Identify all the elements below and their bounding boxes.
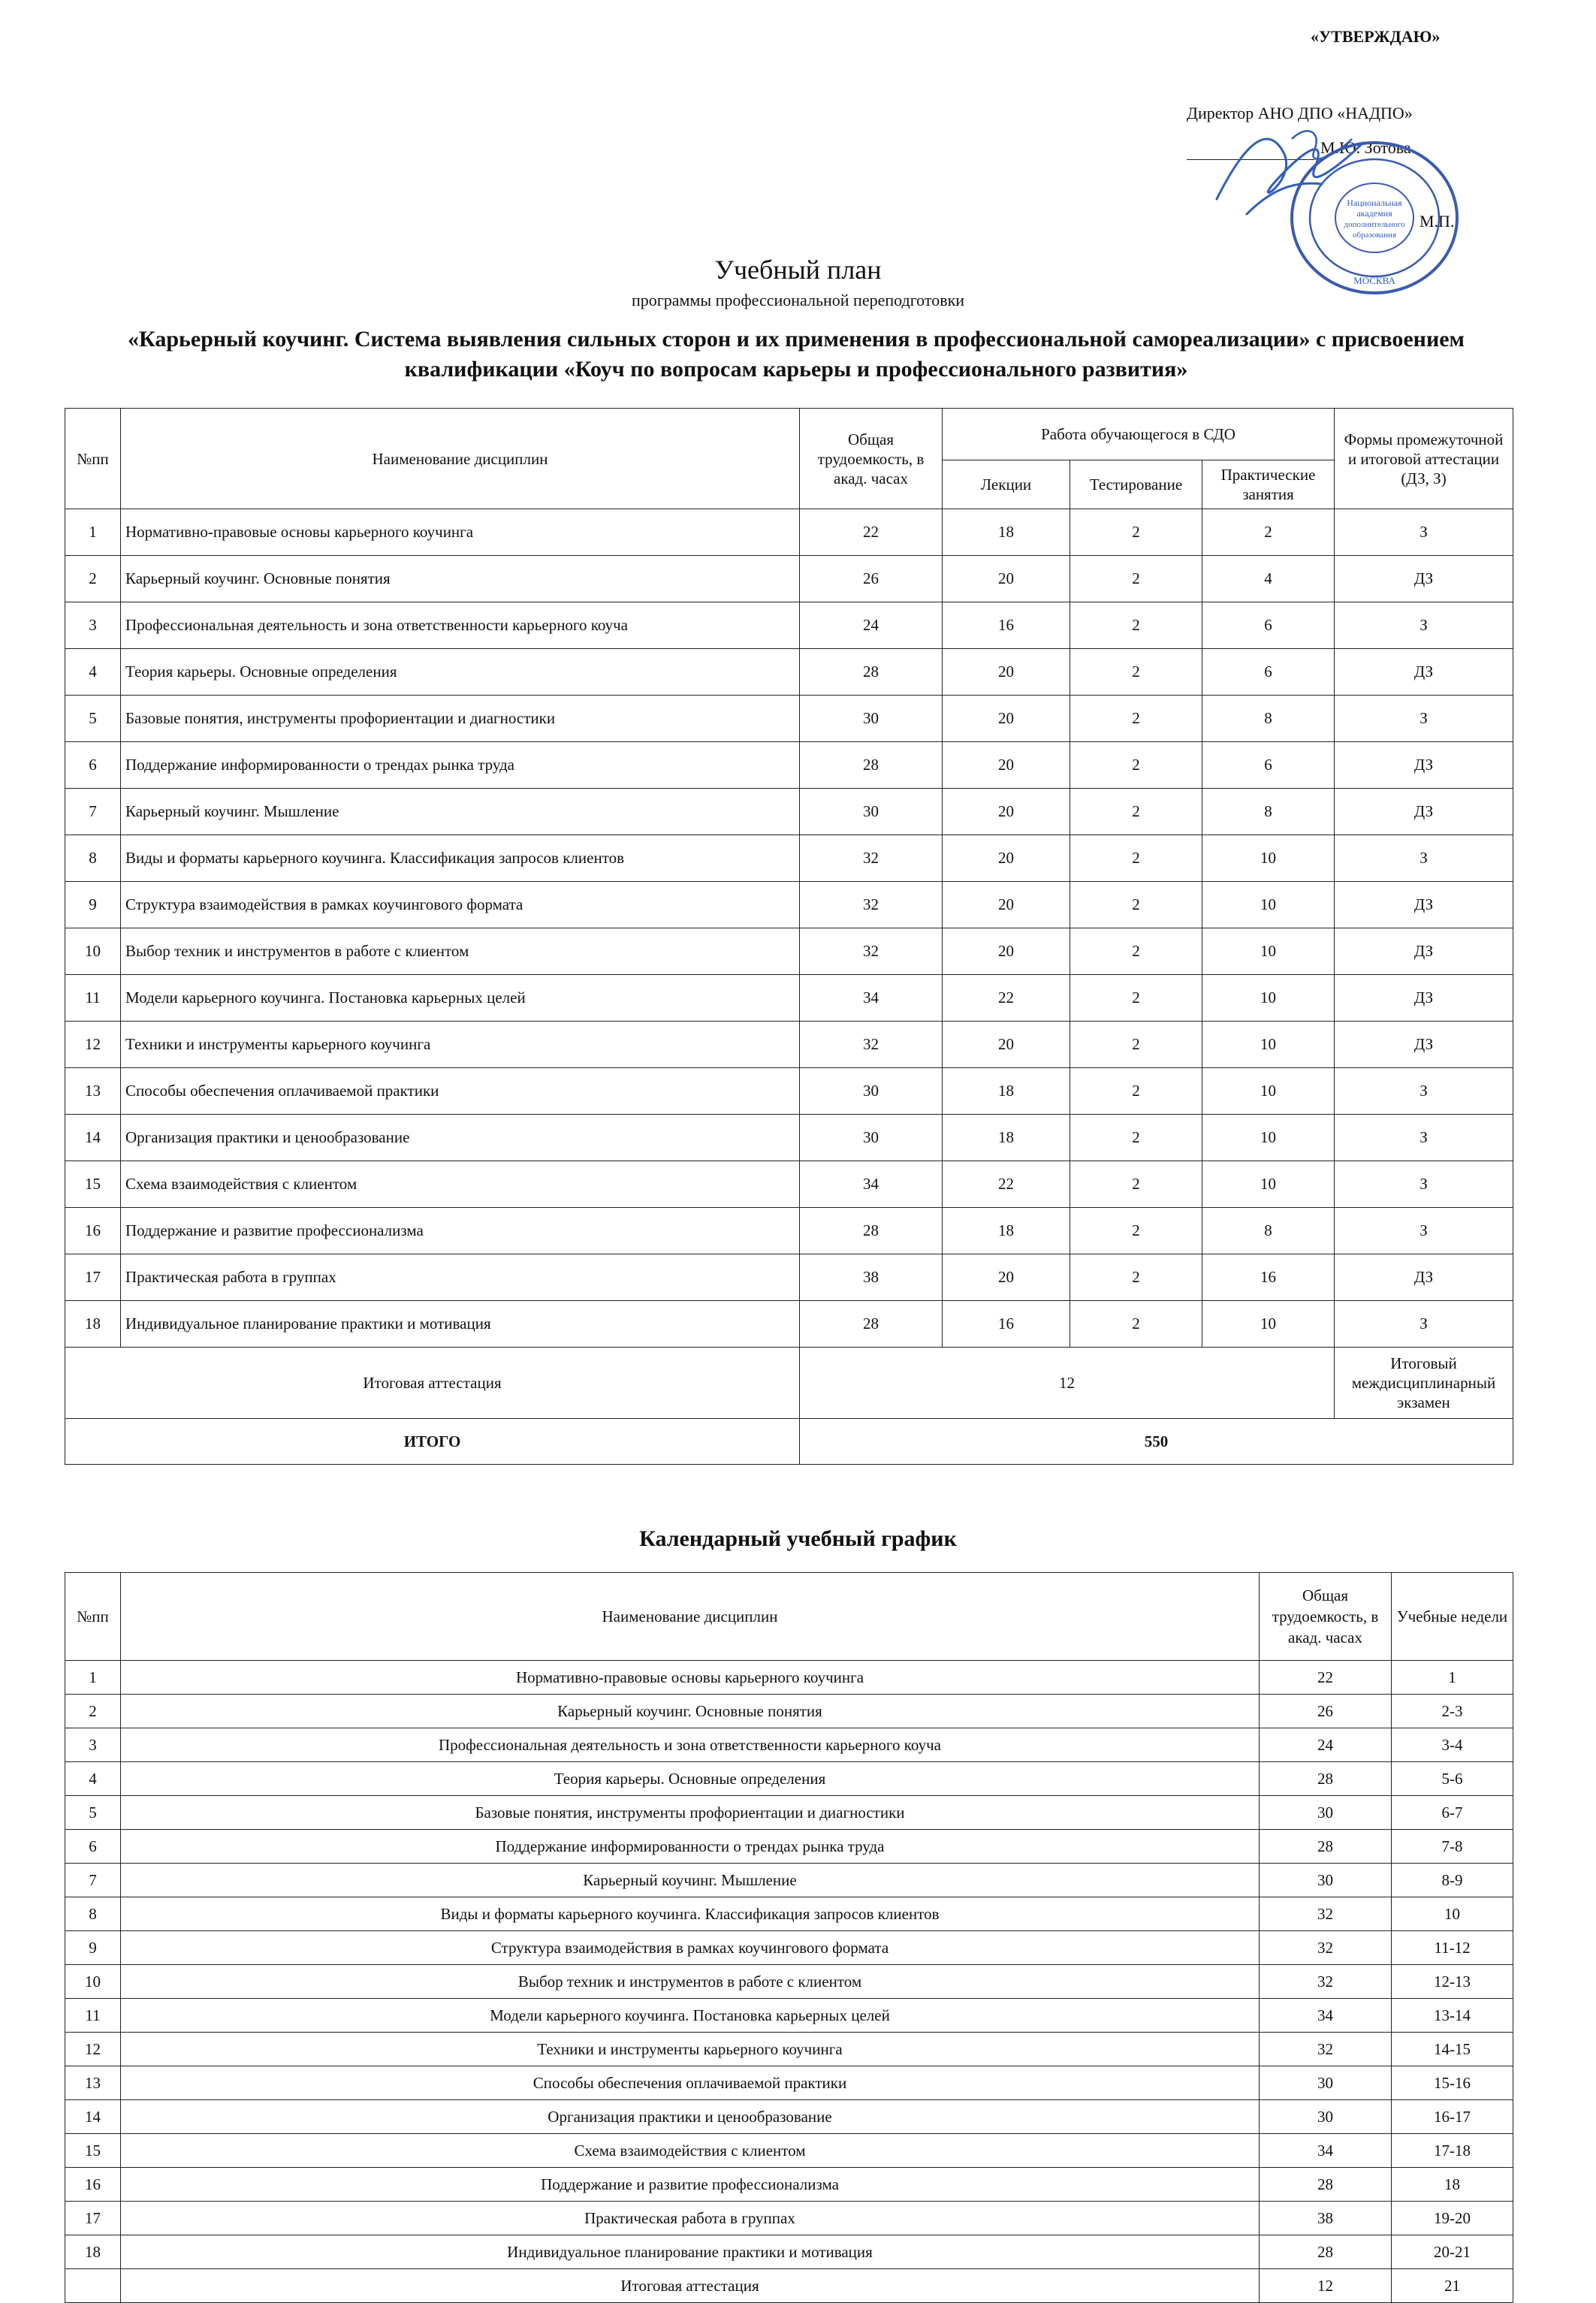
table-row	[65, 2134, 1513, 2168]
row-number: 9	[65, 882, 121, 928]
total-hours: 28	[800, 1208, 943, 1254]
table-row	[65, 1999, 1513, 2033]
discipline-name: Теория карьеры. Основные определения	[121, 649, 800, 696]
study-weeks: 1	[1392, 1661, 1513, 1695]
study-weeks: 8-9	[1392, 1864, 1513, 1897]
lecture-hours: 20	[943, 1254, 1070, 1301]
lecture-hours: 20	[943, 1022, 1070, 1068]
row-number: 13	[65, 2066, 121, 2100]
total-hours: 32	[1260, 1931, 1392, 1965]
director-title: Директор АНО ДПО «НАДПО»	[1187, 104, 1413, 122]
attestation-form: З	[1335, 509, 1513, 556]
discipline-name: Нормативно-правовые основы карьерного коучинга	[121, 509, 800, 556]
lecture-hours: 20	[943, 882, 1070, 928]
lecture-hours: 16	[943, 1301, 1070, 1348]
calendar-header-number: №пп	[65, 1573, 121, 1661]
table-row	[65, 1115, 1513, 1161]
discipline-name: Структура взаимодействия в рамках коучингового формата	[121, 882, 800, 928]
document-title: Учебный план	[714, 255, 882, 285]
attestation-form: З	[1335, 1301, 1513, 1348]
row-number	[65, 2269, 121, 2303]
total-hours: 30	[800, 1115, 943, 1161]
table-row	[65, 1661, 1513, 1695]
study-weeks: 10	[1392, 1897, 1513, 1931]
testing-hours: 2	[1070, 556, 1202, 602]
row-number: 3	[65, 602, 121, 649]
discipline-name: Карьерный коучинг. Мышление	[121, 1864, 1260, 1897]
testing-hours: 2	[1070, 975, 1202, 1022]
row-number: 15	[65, 2134, 121, 2168]
lecture-hours: 16	[943, 602, 1070, 649]
table-row	[65, 928, 1513, 975]
table-row	[65, 2269, 1513, 2303]
study-weeks: 19-20	[1392, 2202, 1513, 2235]
discipline-name: Способы обеспечения оплачиваемой практики	[121, 2066, 1260, 2100]
testing-hours: 2	[1070, 742, 1202, 789]
study-weeks: 16-17	[1392, 2100, 1513, 2134]
svg-text:МОСКВА: МОСКВА	[1353, 275, 1395, 286]
table-row	[65, 1897, 1513, 1931]
practice-hours: 6	[1202, 602, 1335, 649]
testing-hours: 2	[1070, 1254, 1202, 1301]
practice-hours: 8	[1202, 696, 1335, 742]
discipline-name: Способы обеспечения оплачиваемой практики	[121, 1068, 800, 1115]
row-number: 16	[65, 1208, 121, 1254]
discipline-name: Структура взаимодействия в рамках коучингового формата	[121, 1931, 1260, 1965]
row-number: 10	[65, 1965, 121, 1999]
row-number: 17	[65, 2202, 121, 2235]
testing-hours: 2	[1070, 1068, 1202, 1115]
study-weeks: 11-12	[1392, 1931, 1513, 1965]
discipline-name: Карьерный коучинг. Основные понятия	[121, 1695, 1260, 1728]
calendar-table	[65, 1572, 1513, 2303]
attestation-form: ДЗ	[1335, 556, 1513, 602]
practice-hours: 8	[1202, 1208, 1335, 1254]
row-number: 7	[65, 789, 121, 835]
discipline-name: Выбор техник и инструментов в работе с клиентом	[121, 928, 800, 975]
table-row	[65, 1762, 1513, 1796]
header-lectures: Лекции	[943, 460, 1070, 509]
final-attestation-hours: 12	[800, 1348, 1335, 1419]
total-hours: 28	[1260, 1830, 1392, 1864]
discipline-name: Виды и форматы карьерного коучинга. Классификация запросов клиентов	[121, 1897, 1260, 1931]
row-number: 4	[65, 1762, 121, 1796]
table-row	[65, 1965, 1513, 1999]
svg-text:дополнительного: дополнительного	[1344, 220, 1405, 229]
discipline-name: Модели карьерного коучинга. Постановка карьерных целей	[121, 975, 800, 1022]
practice-hours: 4	[1202, 556, 1335, 602]
study-weeks: 6-7	[1392, 1796, 1513, 1830]
row-number: 1	[65, 509, 121, 556]
total-hours: 30	[1260, 1796, 1392, 1830]
total-hours: 32	[800, 835, 943, 882]
lecture-hours: 20	[943, 928, 1070, 975]
testing-hours: 2	[1070, 882, 1202, 928]
row-number: 7	[65, 1864, 121, 1897]
attestation-form: З	[1335, 696, 1513, 742]
final-attestation-form: Итоговый междисциплинарный экзамен	[1335, 1348, 1513, 1419]
row-number: 2	[65, 1695, 121, 1728]
total-hours: 26	[800, 556, 943, 602]
testing-hours: 2	[1070, 789, 1202, 835]
discipline-name: Базовые понятия, инструменты профориентации и диагностики	[121, 1796, 1260, 1830]
table-row	[65, 556, 1513, 602]
study-weeks: 12-13	[1392, 1965, 1513, 1999]
attestation-form: З	[1335, 1068, 1513, 1115]
total-row	[65, 1419, 1513, 1465]
row-number: 12	[65, 1022, 121, 1068]
row-number: 15	[65, 1161, 121, 1208]
total-hours: 28	[1260, 1762, 1392, 1796]
total-hours: 28	[800, 649, 943, 696]
practice-hours: 10	[1202, 882, 1335, 928]
curriculum-rows	[65, 509, 1513, 1348]
table-row	[65, 602, 1513, 649]
total-hours: 30	[1260, 1864, 1392, 1897]
attestation-form: З	[1335, 1115, 1513, 1161]
row-number: 17	[65, 1254, 121, 1301]
study-weeks: 21	[1392, 2269, 1513, 2303]
lecture-hours: 22	[943, 975, 1070, 1022]
testing-hours: 2	[1070, 602, 1202, 649]
row-number: 18	[65, 2235, 121, 2269]
testing-hours: 2	[1070, 509, 1202, 556]
row-number: 6	[65, 742, 121, 789]
row-number: 4	[65, 649, 121, 696]
discipline-name: Выбор техник и инструментов в работе с клиентом	[121, 1965, 1260, 1999]
study-weeks: 5-6	[1392, 1762, 1513, 1796]
study-weeks: 18	[1392, 2168, 1513, 2202]
practice-hours: 10	[1202, 1115, 1335, 1161]
testing-hours: 2	[1070, 1301, 1202, 1348]
table-row	[65, 882, 1513, 928]
study-weeks: 7-8	[1392, 1830, 1513, 1864]
discipline-name: Практическая работа в группах	[121, 1254, 800, 1301]
discipline-name: Модели карьерного коучинга. Постановка карьерных целей	[121, 1999, 1260, 2033]
table-row	[65, 1931, 1513, 1965]
total-hours: 32	[800, 1022, 943, 1068]
total-hours: 22	[800, 509, 943, 556]
total-hours: 30	[1260, 2066, 1392, 2100]
discipline-name: Схема взаимодействия с клиентом	[121, 2134, 1260, 2168]
discipline-name: Схема взаимодействия с клиентом	[121, 1161, 800, 1208]
attestation-form: ДЗ	[1335, 649, 1513, 696]
total-hours: 38	[1260, 2202, 1392, 2235]
discipline-name: Карьерный коучинг. Мышление	[121, 789, 800, 835]
row-number: 18	[65, 1301, 121, 1348]
testing-hours: 2	[1070, 696, 1202, 742]
discipline-name: Нормативно-правовые основы карьерного коучинга	[121, 1661, 1260, 1695]
curriculum-table	[65, 408, 1513, 1465]
discipline-name: Техники и инструменты карьерного коучинга	[121, 1022, 800, 1068]
discipline-name: Поддержание информированности о трендах рынка труда	[121, 742, 800, 789]
practice-hours: 10	[1202, 1301, 1335, 1348]
table-row	[65, 1796, 1513, 1830]
practice-hours: 6	[1202, 742, 1335, 789]
signer-name: М.Ю. Зотова	[1320, 138, 1411, 157]
attestation-form: ДЗ	[1335, 1022, 1513, 1068]
discipline-name: Индивидуальное планирование практики и мотивация	[121, 1301, 800, 1348]
discipline-name: Индивидуальное планирование практики и мотивация	[121, 2235, 1260, 2269]
lecture-hours: 20	[943, 696, 1070, 742]
row-number: 13	[65, 1068, 121, 1115]
total-hours: 24	[1260, 1728, 1392, 1762]
total-hours: 32	[800, 882, 943, 928]
row-number: 12	[65, 2033, 121, 2066]
row-number: 6	[65, 1830, 121, 1864]
svg-text:академия: академия	[1356, 208, 1392, 219]
total-hours: 38	[800, 1254, 943, 1301]
total-hours: 550	[800, 1419, 1513, 1465]
discipline-name: Техники и инструменты карьерного коучинга	[121, 2033, 1260, 2066]
calendar-header-total-hours: Общая трудоемкость, в акад. часах	[1260, 1573, 1392, 1661]
row-number: 11	[65, 975, 121, 1022]
total-hours: 30	[1260, 2100, 1392, 2134]
total-hours: 34	[800, 1161, 943, 1208]
discipline-name: Поддержание информированности о трендах рынка труда	[121, 1830, 1260, 1864]
practice-hours: 10	[1202, 928, 1335, 975]
discipline-name: Поддержание и развитие профессионализма	[121, 1208, 800, 1254]
row-number: 2	[65, 556, 121, 602]
table-row	[65, 2100, 1513, 2134]
total-hours: 22	[1260, 1661, 1392, 1695]
testing-hours: 2	[1070, 1161, 1202, 1208]
lecture-hours: 18	[943, 1115, 1070, 1161]
discipline-name: Практическая работа в группах	[121, 2202, 1260, 2235]
total-hours: 32	[1260, 2033, 1392, 2066]
header-number: №пп	[65, 409, 121, 509]
attestation-form: З	[1335, 602, 1513, 649]
row-number: 5	[65, 696, 121, 742]
study-weeks: 17-18	[1392, 2134, 1513, 2168]
row-number: 14	[65, 1115, 121, 1161]
table-row	[65, 649, 1513, 696]
attestation-form: ДЗ	[1335, 742, 1513, 789]
lecture-hours: 20	[943, 742, 1070, 789]
discipline-name: Теория карьеры. Основные определения	[121, 1762, 1260, 1796]
total-hours: 34	[800, 975, 943, 1022]
total-hours: 26	[1260, 1695, 1392, 1728]
lecture-hours: 20	[943, 556, 1070, 602]
total-hours: 28	[800, 1301, 943, 1348]
table-row	[65, 2235, 1513, 2269]
header-work-sdo: Работа обучающегося в СДО	[943, 409, 1335, 460]
table-row	[65, 1695, 1513, 1728]
table-row	[65, 1022, 1513, 1068]
calendar-title: Календарный учебный график	[639, 1526, 957, 1551]
testing-hours: 2	[1070, 649, 1202, 696]
study-weeks: 3-4	[1392, 1728, 1513, 1762]
attestation-form: ДЗ	[1335, 789, 1513, 835]
testing-hours: 2	[1070, 1022, 1202, 1068]
testing-hours: 2	[1070, 1115, 1202, 1161]
discipline-name: Итоговая аттестация	[121, 2269, 1260, 2303]
table-row	[65, 1208, 1513, 1254]
lecture-hours: 18	[943, 1068, 1070, 1115]
total-hours: 32	[1260, 1897, 1392, 1931]
table-row	[65, 1068, 1513, 1115]
row-number: 14	[65, 2100, 121, 2134]
svg-text:Национальная: Национальная	[1347, 198, 1402, 208]
row-number: 1	[65, 1661, 121, 1695]
lecture-hours: 20	[943, 789, 1070, 835]
table-row	[65, 1301, 1513, 1348]
total-hours: 32	[800, 928, 943, 975]
discipline-name: Профессиональная деятельность и зона ответственности карьерного коуча	[121, 602, 800, 649]
row-number: 5	[65, 1796, 121, 1830]
table-row	[65, 2202, 1513, 2235]
study-weeks: 13-14	[1392, 1999, 1513, 2033]
program-title: «Карьерный коучинг. Система выявления сильных сторон и их применения в профессиональной самореализации» с присвоением квалификации «Коуч по вопросам карьеры и профессионального развития»	[127, 327, 1465, 382]
total-hours: 12	[1260, 2269, 1392, 2303]
attestation-form: ДЗ	[1335, 928, 1513, 975]
table-row	[65, 1864, 1513, 1897]
total-hours: 34	[1260, 2134, 1392, 2168]
discipline-name: Профессиональная деятельность и зона ответственности карьерного коуча	[121, 1728, 1260, 1762]
table-row	[65, 2033, 1513, 2066]
row-number: 8	[65, 835, 121, 882]
attestation-form: ДЗ	[1335, 975, 1513, 1022]
practice-hours: 10	[1202, 835, 1335, 882]
discipline-name: Поддержание и развитие профессионализма	[121, 2168, 1260, 2202]
total-hours: 28	[1260, 2168, 1392, 2202]
document-subtitle: программы профессиональной переподготовки	[631, 291, 965, 309]
practice-hours: 2	[1202, 509, 1335, 556]
practice-hours: 10	[1202, 975, 1335, 1022]
calendar-rows	[65, 1661, 1513, 2303]
total-hours: 30	[800, 696, 943, 742]
lecture-hours: 20	[943, 649, 1070, 696]
header-forms: Формы промежуточной и итоговой аттестации (ДЗ, З)	[1335, 409, 1513, 509]
final-attestation-label: Итоговая аттестация	[65, 1348, 800, 1419]
practice-hours: 8	[1202, 789, 1335, 835]
attestation-form: ДЗ	[1335, 882, 1513, 928]
table-row	[65, 1830, 1513, 1864]
row-number: 9	[65, 1931, 121, 1965]
study-weeks: 2-3	[1392, 1695, 1513, 1728]
lecture-hours: 18	[943, 1208, 1070, 1254]
attestation-form: З	[1335, 1208, 1513, 1254]
total-hours: 28	[800, 742, 943, 789]
table-row	[65, 1254, 1513, 1301]
total-hours: 24	[800, 602, 943, 649]
table-row	[65, 835, 1513, 882]
row-number: 3	[65, 1728, 121, 1762]
testing-hours: 2	[1070, 835, 1202, 882]
table-row	[65, 742, 1513, 789]
table-row	[65, 2066, 1513, 2100]
table-row	[65, 975, 1513, 1022]
practice-hours: 10	[1202, 1161, 1335, 1208]
final-attestation-row	[65, 1348, 1513, 1419]
svg-text:образования: образования	[1352, 231, 1397, 240]
testing-hours: 2	[1070, 928, 1202, 975]
total-hours: 32	[1260, 1965, 1392, 1999]
header-testing: Тестирование	[1070, 460, 1202, 509]
table-row	[65, 1161, 1513, 1208]
study-weeks: 15-16	[1392, 2066, 1513, 2100]
discipline-name: Базовые понятия, инструменты профориентации и диагностики	[121, 696, 800, 742]
row-number: 8	[65, 1897, 121, 1931]
table-row	[65, 696, 1513, 742]
practice-hours: 6	[1202, 649, 1335, 696]
row-number: 16	[65, 2168, 121, 2202]
total-hours: 30	[800, 789, 943, 835]
attestation-form: ДЗ	[1335, 1254, 1513, 1301]
lecture-hours: 22	[943, 1161, 1070, 1208]
discipline-name: Организация практики и ценообразование	[121, 2100, 1260, 2134]
practice-hours: 10	[1202, 1068, 1335, 1115]
study-weeks: 14-15	[1392, 2033, 1513, 2066]
testing-hours: 2	[1070, 1208, 1202, 1254]
lecture-hours: 20	[943, 835, 1070, 882]
approval-heading: «УТВЕРЖДАЮ»	[1311, 27, 1441, 46]
total-label: ИТОГО	[65, 1419, 800, 1465]
total-hours: 34	[1260, 1999, 1392, 2033]
table-row	[65, 1728, 1513, 1762]
table-row	[65, 2168, 1513, 2202]
discipline-name: Виды и форматы карьерного коучинга. Классификация запросов клиентов	[121, 835, 800, 882]
table-row	[65, 789, 1513, 835]
header-total-hours: Общая трудоемкость, в акад. часах	[800, 409, 943, 509]
seal-place-label: М.П.	[1420, 212, 1455, 231]
discipline-name: Карьерный коучинг. Основные понятия	[121, 556, 800, 602]
lecture-hours: 18	[943, 509, 1070, 556]
table-row	[65, 509, 1513, 556]
header-discipline: Наименование дисциплин	[121, 409, 800, 509]
study-weeks: 20-21	[1392, 2235, 1513, 2269]
calendar-header-discipline: Наименование дисциплин	[121, 1573, 1260, 1661]
attestation-form: З	[1335, 835, 1513, 882]
header-practice: Практические занятия	[1202, 460, 1335, 509]
calendar-header-weeks: Учебные недели	[1392, 1573, 1513, 1661]
practice-hours: 10	[1202, 1022, 1335, 1068]
total-hours: 28	[1260, 2235, 1392, 2269]
discipline-name: Организация практики и ценообразование	[121, 1115, 800, 1161]
total-hours: 30	[800, 1068, 943, 1115]
practice-hours: 16	[1202, 1254, 1335, 1301]
row-number: 10	[65, 928, 121, 975]
attestation-form: З	[1335, 1161, 1513, 1208]
row-number: 11	[65, 1999, 121, 2033]
